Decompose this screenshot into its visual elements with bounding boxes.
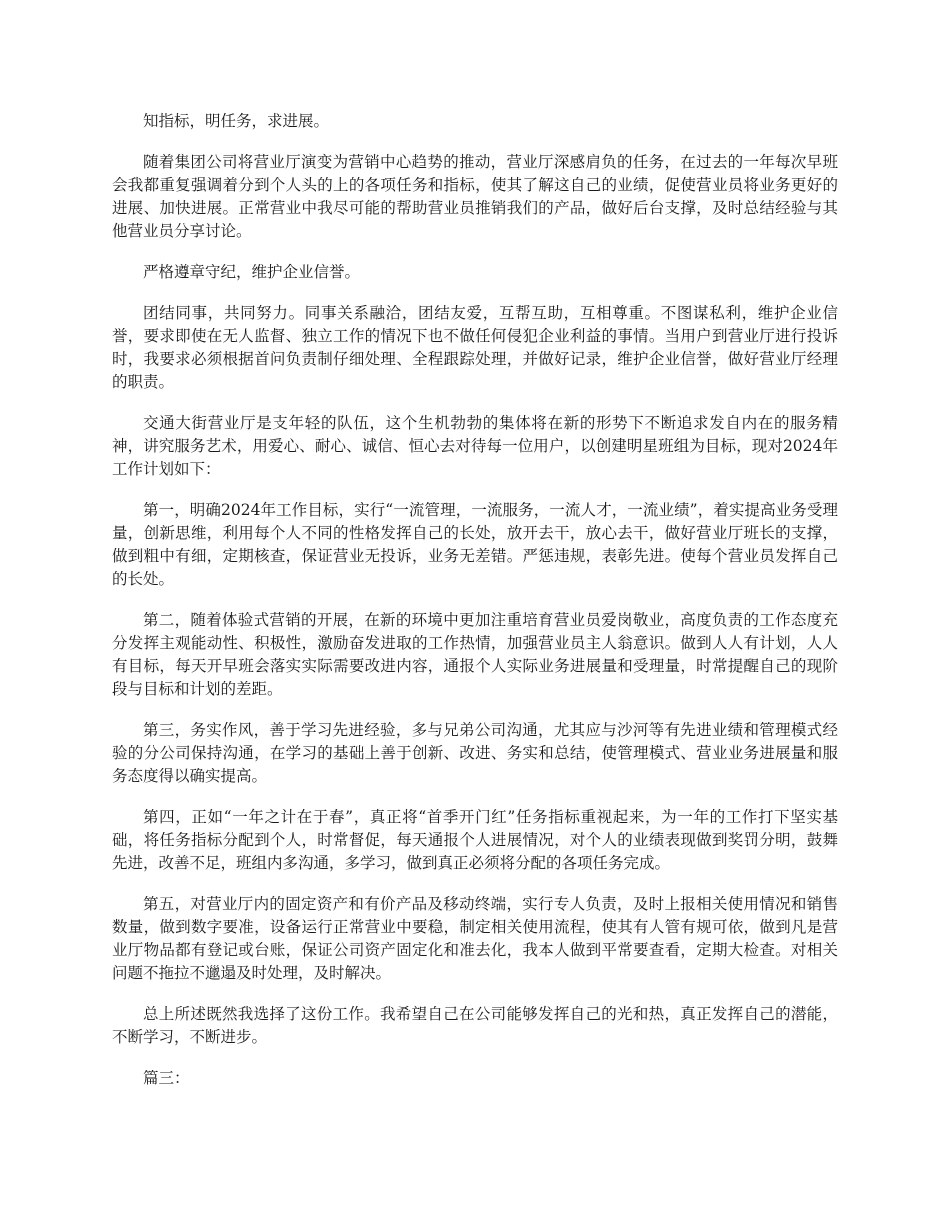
paragraph-goals: 知指标，明任务，求进展。: [143, 112, 330, 130]
document-body: [112, 110, 838, 1090]
paragraph-plan-third: 第三，务实作风，善于学习先进经验，多与兄弟公司沟通，尤其应与沙河等有先进业绩和管理模式经验的分公司保持沟通，在学习的基础上善于创新、改进、务实和总结，使管理模式、营业业务进展量和服务态度得以确实提高。: [112, 721, 838, 785]
paragraph-plan-fifth: 第五，对营业厅内的固定资产和有价产品及移动终端，实行专人负责，及时上报相关使用情况和销售数量，做到数字要准，设备运行正常营业中要稳，制定相关使用流程，使其有人管有规可依，做到凡是营业厅物品都有登记或台账，保证公司资产固定化和准去化，我本人做到平常要查看，定期大检查。对相关问题不拖拉不邋遢及时处理，及时解决。: [112, 895, 838, 982]
paragraph-team-intro: 交通大街营业厅是支年轻的队伍，这个生机勃勃的集体将在新的形势下不断追求发自内在的服务精神，讲究服务艺术，用爱心、耐心、诚信、恒心去对待每一位用户，以创建明星班组为目标，现对2024年工作计划如下：: [112, 414, 838, 478]
paragraph-part-three: 篇三：: [143, 1069, 190, 1087]
paragraph-plan-second: 第二，随着体验式营销的开展，在新的环境中更加注重培育营业员爱岗敬业，高度负责的工作态度充分发挥主观能动性、积极性，激励奋发进取的工作热情，加强营业员主人翁意识。做到人人有计划，人人有目标，每天开早班会落实实际需要改进内容，通报个人实际业务进展量和受理量，时常提醒自己的现阶段与目标和计划的差距。: [112, 611, 838, 698]
paragraph-plan-first: 第一，明确2024年工作目标，实行“一流管理，一流服务，一流人才，一流业绩”，着实提高业务受理量，创新思维，利用每个人不同的性格发挥自己的长处，放开去干，放心去干，做好营业厅班长的支撑，做到粗中有细，定期核查，保证营业无投诉，业务无差错。严惩违规，表彰先进。使每个营业员发挥自己的长处。: [112, 501, 838, 588]
paragraph-summary: 总上所述既然我选择了这份工作。我希望自己在公司能够发挥自己的光和热，真正发挥自己的潜能，不断学习，不断进步。: [112, 1005, 838, 1046]
paragraph-discipline: 严格遵章守纪，维护企业信誉。: [143, 263, 361, 281]
paragraph-sales-center: 随着集团公司将营业厅演变为营销中心趋势的推动，营业厅深感肩负的任务，在过去的一年每次早班会我都重复强调着分到个人头的上的各项任务和指标，使其了解这自己的业绩，促使营业员将业务更好的进展、加快进展。正常营业中我尽可能的帮助营业员推销我们的产品，做好后台支撑，及时总结经验与其他营业员分享讨论。: [112, 153, 838, 240]
paragraph-teamwork: 团结同事，共同努力。同事关系融洽，团结友爱，互帮互助，互相尊重。不图谋私利，维护企业信誉，要求即使在无人监督、独立工作的情况下也不做任何侵犯企业利益的事情。当用户到营业厅进行投诉时，我要求必须根据首问负责制仔细处理、全程跟踪处理，并做好记录，维护企业信誉，做好营业厅经理的职责。: [112, 304, 838, 391]
paragraph-plan-fourth: 第四，正如“一年之计在于春”，真正将“首季开门红”任务指标重视起来，为一年的工作打下坚实基础，将任务指标分配到个人，时常督促，每天通报个人进展情况，对个人的业绩表现做到奖罚分明，鼓舞先进，改善不足，班组内多沟通，多学习，做到真正必须将分配的各项任务完成。: [112, 808, 838, 872]
